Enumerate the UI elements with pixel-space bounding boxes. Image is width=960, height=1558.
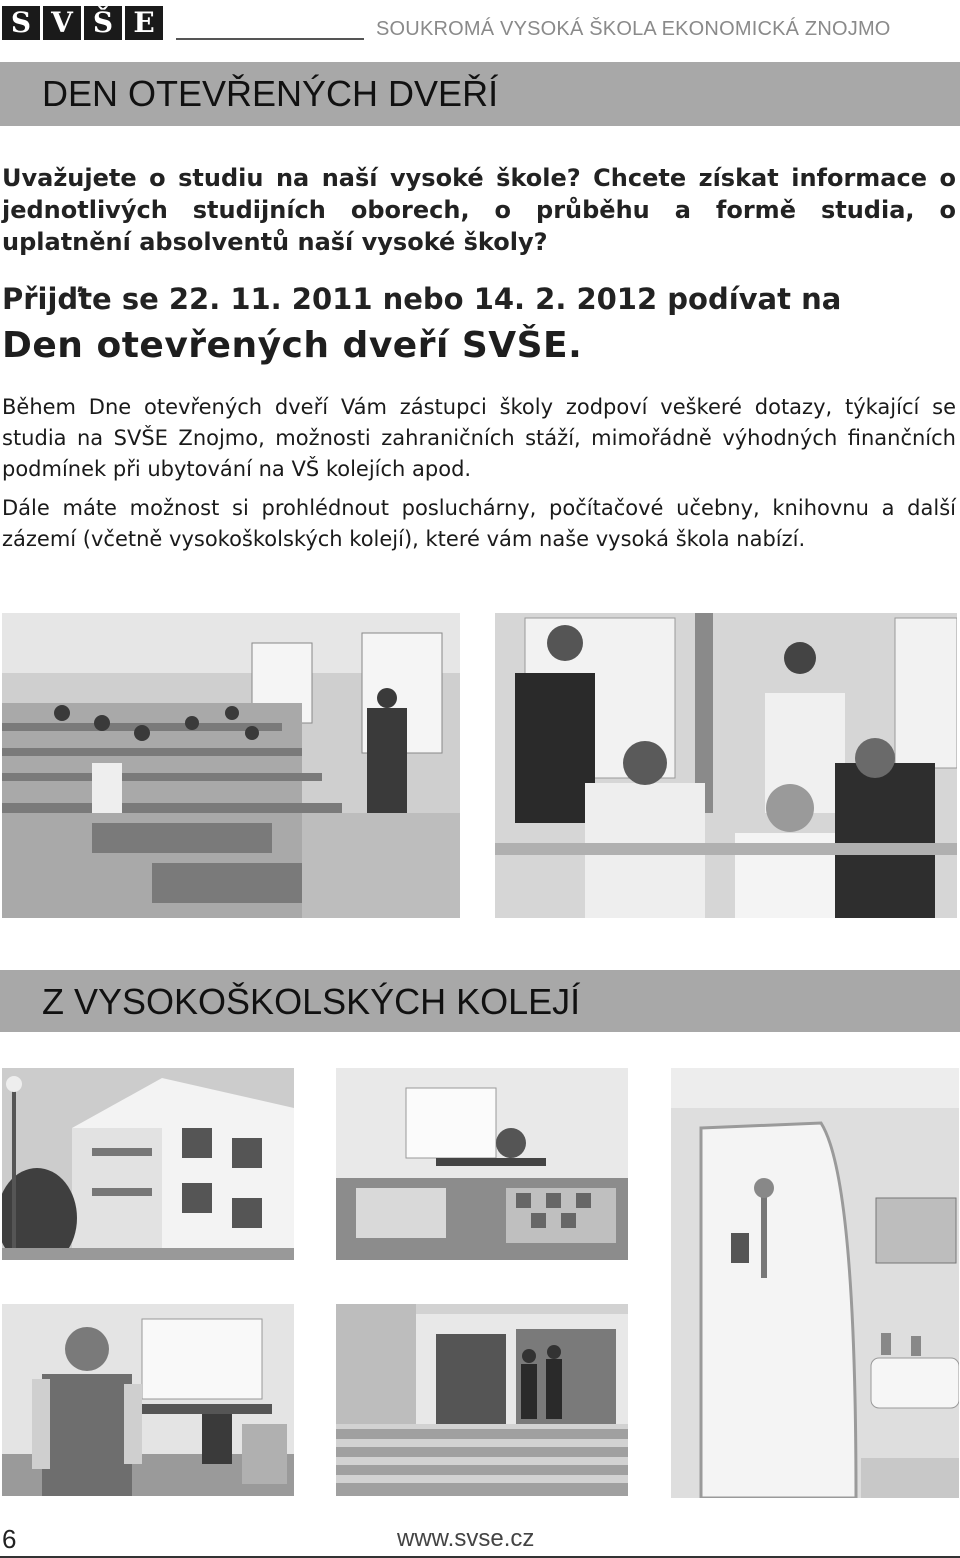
open-day-consultation-photo xyxy=(495,613,957,918)
school-name: SOUKROMÁ VYSOKÁ ŠKOLA EKONOMICKÁ ZNOJMO xyxy=(376,18,891,40)
footer-website-link[interactable]: www.svse.cz xyxy=(397,1525,535,1552)
section-bar-dorms xyxy=(0,970,960,1032)
logo-letter: Š xyxy=(84,6,122,40)
dorm-building-photo xyxy=(2,1068,294,1260)
paragraph-facilities: Dále máte možnost si prohlédnout posluchárny, počítačové učebny, knihovnu a další zázemí (včetně vysokoškolských kolejí), které vám naše vysoká škola nabízí. xyxy=(2,496,956,551)
header-divider xyxy=(176,38,364,40)
logo-letter: E xyxy=(125,6,163,40)
page-number: 6 xyxy=(2,1524,17,1554)
student-room-photo xyxy=(2,1304,294,1496)
intro-text: Uvažujete o studiu na naší vysoké škole? Chcete získat informace o jednotlivých studijních oborech, o průběhu a formě studia, o uplatnění absolventů naší vysoké školy? xyxy=(2,164,956,256)
dorm-bathroom-photo xyxy=(671,1068,959,1498)
section-title-dorms: Z VYSOKOŠKOLSKÝCH KOLEJÍ xyxy=(42,981,581,1022)
school-logo xyxy=(2,6,163,40)
section-bar-open-day xyxy=(0,62,960,126)
lecture-hall-photo xyxy=(2,613,460,918)
invite-dates: Přijďte se 22. 11. 2011 nebo 14. 2. 2012 podívat na xyxy=(2,282,842,316)
dorm-room-beds-photo xyxy=(336,1068,628,1260)
section-title-open-day: DEN OTEVŘENÝCH DVEŘÍ xyxy=(42,73,499,114)
invite-event: Den otevřených dveří SVŠE. xyxy=(2,325,583,366)
paragraph-open-day-info: Během Dne otevřených dveří Vám zástupci školy zodpoví veškeré dotazy, týkající se studia na SVŠE Znojmo, možnosti zahraničních stáží, mimořádně výhodných finančních podmínek při ubytování na VŠ kolejích apod. xyxy=(2,395,956,481)
dorm-entrance-photo xyxy=(336,1304,628,1496)
logo-letter: V xyxy=(43,6,81,40)
logo-letter: S xyxy=(2,6,40,40)
